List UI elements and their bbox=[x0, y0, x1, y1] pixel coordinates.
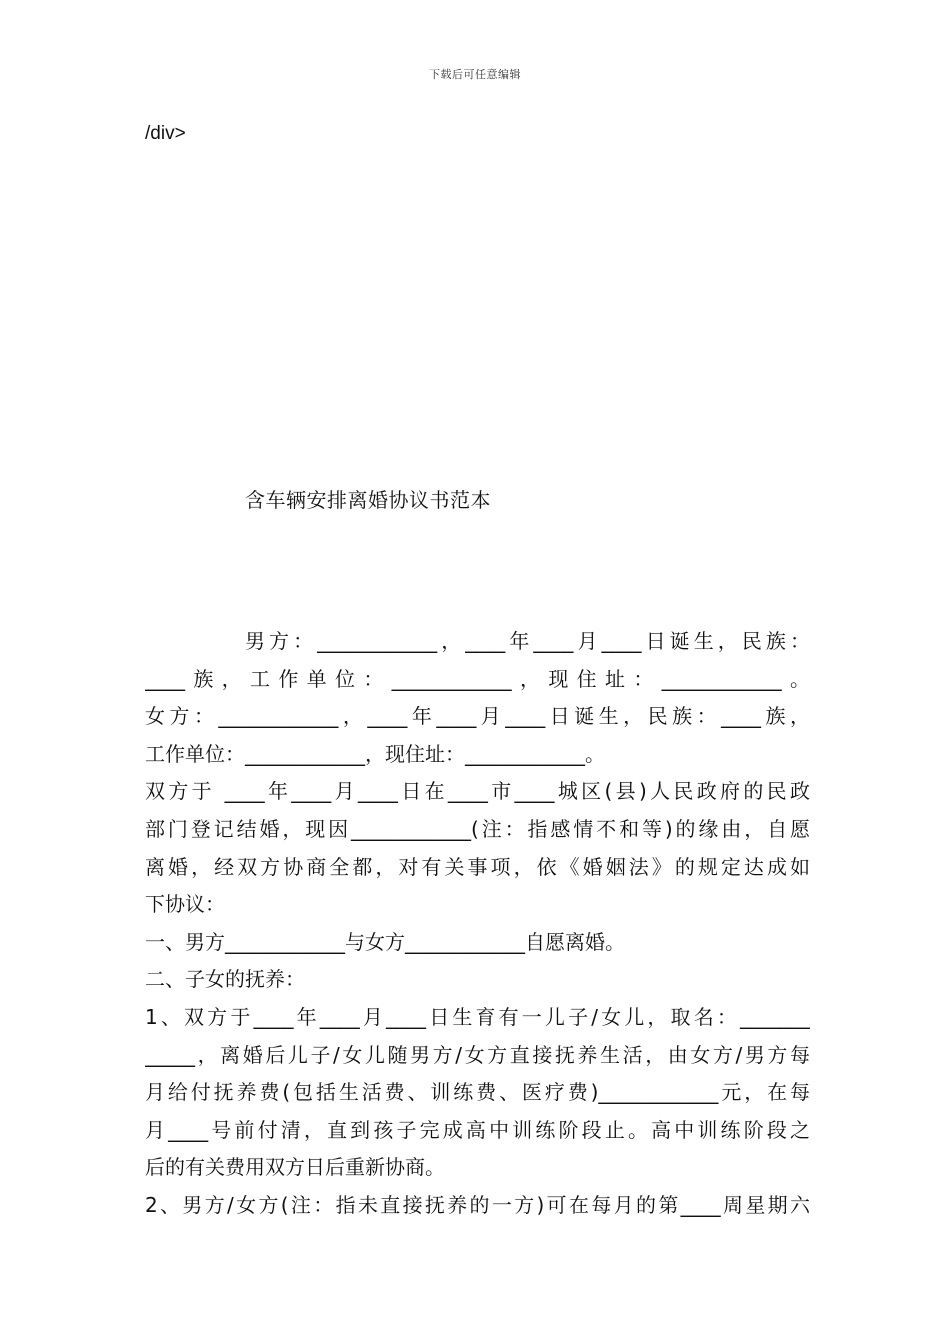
body-line: 后的有关费用双方日后重新协商。 bbox=[145, 1155, 445, 1180]
body-line: 双方于 ____年____月____日在____市____城区(县)人民政府的民政 bbox=[145, 779, 810, 804]
body-line: 二、子女的抚养： bbox=[145, 967, 305, 992]
body-line: 月给付抚养费(包括生活费、训练费、医疗费)____________元，在每 bbox=[145, 1080, 810, 1105]
body-line: _____，离婚后儿子/女儿随男方/女方直接抚养生活，由女方/男方每 bbox=[145, 1042, 810, 1067]
body-line: 月____号前付清，直到孩子完成高中训练阶段止。高中训练阶段之 bbox=[145, 1117, 810, 1142]
body-line: 一、男方____________与女方____________自愿离婚。 bbox=[145, 929, 625, 954]
body-line: 2、男方/女方(注：指未直接抚养的一方)可在每月的第____周星期六 bbox=[145, 1192, 810, 1217]
body-line: 离婚，经双方协商全都，对有关事项，依《婚姻法》的规定达成如 bbox=[145, 854, 810, 879]
document-title: 含车辆安排离婚协议书范本 bbox=[245, 488, 491, 512]
body-line: ____族，工作单位：____________，现住址：____________。 bbox=[145, 666, 810, 691]
body-line: 部门登记结婚，现因____________(注：指感情不和等)的缘由，自愿 bbox=[145, 816, 810, 841]
header-note: 下载后可任意编辑 bbox=[429, 68, 521, 81]
agreement-body bbox=[145, 623, 810, 1225]
body-line: 女方：____________，____年____月____日诞生，民族：____族， bbox=[145, 704, 810, 729]
body-line: 工作单位：____________，现住址：____________。 bbox=[145, 741, 605, 766]
body-line: 下协议： bbox=[145, 892, 225, 917]
body-line: 男方：____________，____年____月____日诞生，民族： bbox=[245, 629, 810, 653]
stray-markup-text: /div> bbox=[145, 123, 186, 144]
body-line: 1、双方于____年____月____日生育有一儿子/女儿，取名：_______ bbox=[145, 1004, 810, 1029]
